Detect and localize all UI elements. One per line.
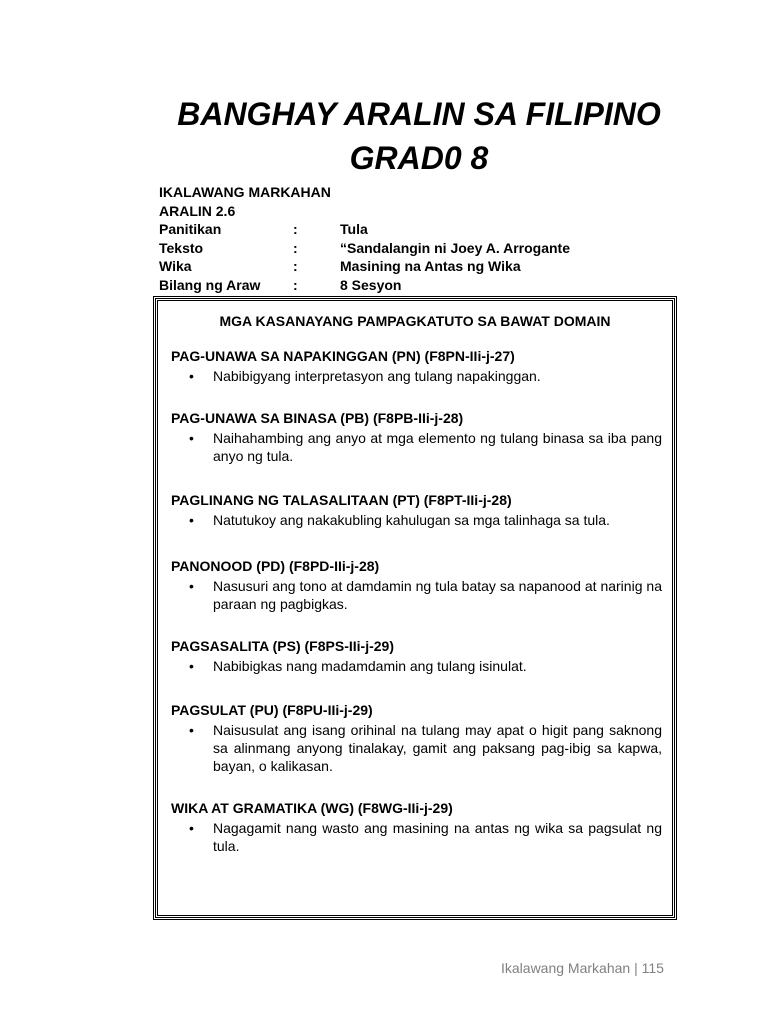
domain-pn [171,347,662,385]
domain-item: • Natutukoy ang nakakubling kahulugan sa mga talinhaga sa tula. [189,512,610,528]
bullet-icon: • [189,512,194,528]
title-line-2: GRAD0 8 [349,140,489,176]
competencies-box [153,296,677,920]
bullet-icon: • [189,820,194,836]
domain-pd [171,557,662,613]
domain-pu [171,701,662,775]
bullet-icon: • [189,658,194,674]
domain-title: PAGLINANG NG TALASALITAAN (PT) (F8PT-IIi-j-28) [171,492,512,508]
domain-title: PAG-UNAWA SA BINASA (PB) (F8PB-IIi-j-28) [171,410,464,426]
domain-item: • Nabibigkas nang madamdamin ang tulang isinulat. [189,658,527,674]
domain-item: • Naisusulat ang isang orihinal na tulang may apat o higit pang saknong sa alinmang anyong tinalakay, gamit ang paksang pag-ibig sa kapwa, bayan, o kalikasan. [189,722,662,774]
domain-title: PAG-UNAWA SA NAPAKINGGAN (PN) (F8PN-IIi-j-27) [171,348,515,364]
domain-title: PAGSULAT (PU) (F8PU-IIi-j-29) [171,702,373,718]
domain-pt [171,491,662,529]
domain-pb [171,409,662,465]
domain-ps [171,637,662,675]
title-line-1: BANGHAY ARALIN SA FILIPINO [177,96,661,132]
bullet-icon: • [189,368,194,384]
document-title [0,92,768,180]
domain-title: WIKA AT GRAMATIKA (WG) (F8WG-IIi-j-29) [171,800,453,816]
page-footer: Ikalawang Markahan | 115 [501,960,664,976]
bullet-icon: • [189,578,194,594]
domain-title: PAGSASALITA (PS) (F8PS-IIi-j-29) [171,638,394,654]
bullet-icon: • [189,430,194,446]
domain-item: • Nagagamit nang wasto ang masining na antas ng wika sa pagsulat ng tula. [189,820,662,854]
domain-item: • Nasusuri ang tono at damdamin ng tula batay sa napanood at narinig na paraan ng pagbigkas. [189,578,662,612]
competencies-heading: MGA KASANAYANG PAMPAGKATUTO SA BAWAT DOMAIN [219,313,611,329]
domain-item: • Naihahambing ang anyo at mga elemento ng tulang binasa sa iba pang anyo ng tula. [189,430,662,464]
domain-wg [171,799,662,855]
domain-title: PANONOOD (PD) (F8PD-IIi-j-28) [171,558,380,574]
domain-item: • Nabibigyang interpretasyon ang tulang napakinggan. [189,368,541,384]
bullet-icon: • [189,722,194,738]
